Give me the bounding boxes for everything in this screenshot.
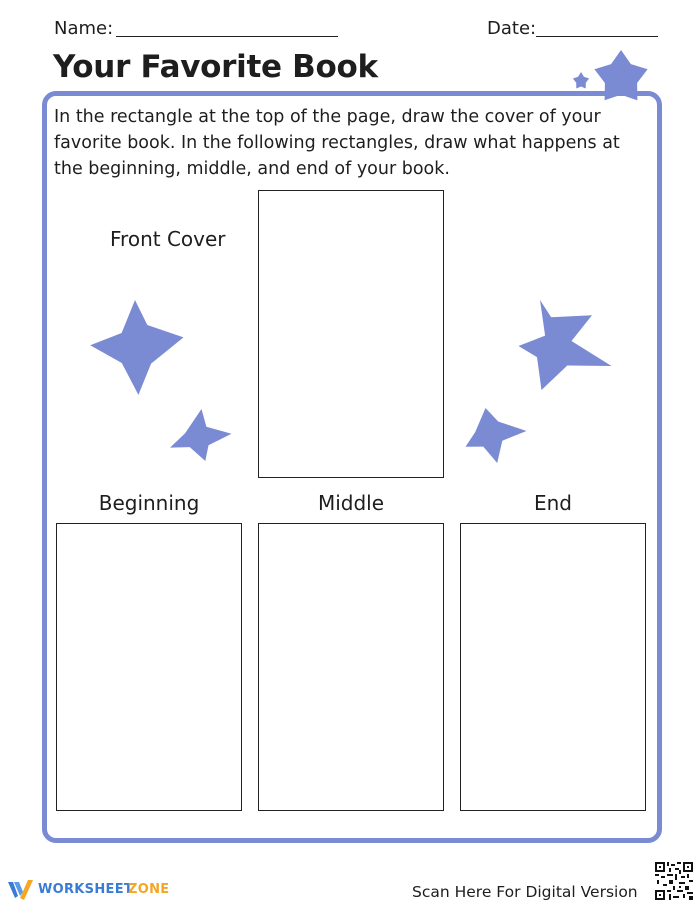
star-icon <box>170 409 232 461</box>
end-label: End <box>533 491 572 515</box>
page-title: Your Favorite Book <box>53 49 378 85</box>
star-icon <box>594 50 647 100</box>
date-label: Date: <box>487 18 537 39</box>
middle-drawing-box[interactable] <box>258 523 444 811</box>
name-label: Name: <box>54 18 114 39</box>
star-icon <box>573 72 589 89</box>
instructions-text: In the rectangle at the top of the page, draw the cover of your favorite book. In the following rectangles, draw what happens at the beginning, middle, and end of your book. <box>54 107 620 179</box>
worksheet-zone-logo[interactable] <box>8 878 178 900</box>
qr-code-icon[interactable] <box>655 862 693 900</box>
scan-digital-version-text: Scan Here For Digital Version <box>412 883 638 901</box>
end-drawing-box[interactable] <box>460 523 646 811</box>
worksheet-zone-logo-icon <box>8 880 34 900</box>
logo-word-zone: ZONE <box>128 882 170 897</box>
star-icon <box>466 408 527 463</box>
beginning-drawing-box[interactable] <box>56 523 242 811</box>
star-icon <box>90 300 183 395</box>
beginning-label: Beginning <box>98 491 200 515</box>
logo-word-worksheet: WORKSHEET <box>38 882 134 897</box>
middle-label: Middle <box>317 491 385 515</box>
star-icon <box>519 300 612 390</box>
front-cover-drawing-box[interactable] <box>258 190 444 478</box>
front-cover-label: Front Cover <box>110 227 226 251</box>
